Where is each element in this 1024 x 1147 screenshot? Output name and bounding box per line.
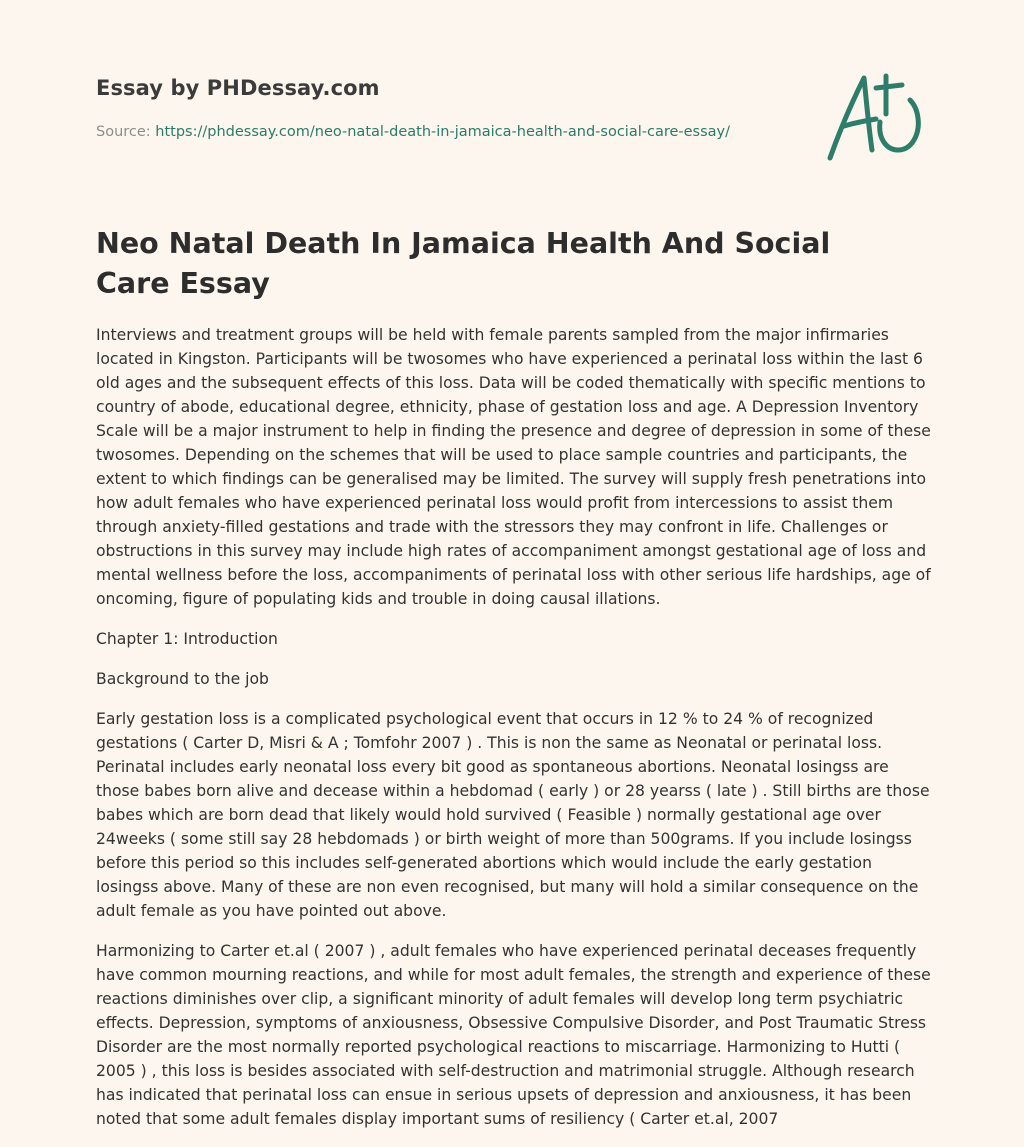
source-label: Source: xyxy=(96,124,156,140)
source-link[interactable]: https://phdessay.com/neo-natal-death-in-jamaica-health-and-social-care-essay/ xyxy=(155,124,731,140)
essay-body xyxy=(96,323,932,1147)
site-title: Essay by PHDessay.com xyxy=(96,76,380,100)
chapter-heading: Chapter 1: Introduction xyxy=(96,630,278,648)
paragraph: Interviews and treatment groups will be held with female parents sampled from the major infirmaries located in Kingston. Participants will be twosomes who have experienced a perinatal loss within the last 6 old ages and the subsequent effects of this loss. Data will be coded thematically with specific mentions to country of abode, educational degree, ethnicity, phase of gestation loss and age. A Depression Inventory Scale will be a major instrument to help in finding the presence and degree of depression in some of these twosomes. Depending on the schemes that will be used to place sample countries and participants, the extent to which findings can be generalised may be limited. The survey will supply fresh penetrations into how adult females who have experienced perinatal loss would profit from intercessions to assist them through anxiety-filled gestations and trade with the stressors they may confront in life. Challenges or obstructions in this survey may include high rates of accompaniment amongst gestational age of loss and mental wellness before the loss, accompaniments of perinatal loss with other serious life hardships, age of oncoming, figure of populating kids and trouble in doing causal illations. xyxy=(96,326,931,608)
a-plus-logo-icon xyxy=(824,66,928,166)
page-header xyxy=(96,0,932,190)
section-heading: Background to the job xyxy=(96,670,269,688)
paragraph: Harmonizing to Carter et.al ( 2007 ) , adult females who have experienced perinatal deceases frequently have common mourning reactions, and while for most adult females, the strength and experience of these reactions diminishes over clip, a significant minority of adult females will develop long term psychiatric effects. Depression, symptoms of anxiousness, Obsessive Compulsive Disorder, and Post Traumatic Stress Disorder are the most normally reported psychological reactions to miscarriage. Harmonizing to Hutti ( 2005 ) , this loss is besides associated with self-destruction and matrimonial struggle. Although research has indicated that perinatal loss can ensue in serious upsets of depression and anxiousness, it has been noted that some adult females display important sums of resiliency ( Carter et.al, 2007 xyxy=(96,942,931,1128)
essay-page xyxy=(96,0,932,1128)
source-line xyxy=(96,124,730,140)
paragraph: Early gestation loss is a complicated psychological event that occurs in 12 % to 24 % of recognized gestations ( Carter D, Misri & A ; Tomfohr 2007 ) . This is non the same as Neonatal or perinatal loss. Perinatal includes early neonatal loss every bit good as spontaneous abortions. Neonatal losingss are those babes born alive and decease within a hebdomad ( early ) or 28 yearss ( late ) . Still births are those babes which are born dead that likely would hold survived ( Feasible ) normally gestational age over 24weeks ( some still say 28 hebdomads ) or birth weight of more than 500grams. If you include losingss before this period so this includes self-generated abortions which would include the early gestation losingss above. Many of these are non even recognised, but many will hold a similar consequence on the adult female as you have pointed out above. xyxy=(96,710,930,920)
essay-title: Neo Natal Death In Jamaica Health And Social Care Essay xyxy=(96,227,831,300)
